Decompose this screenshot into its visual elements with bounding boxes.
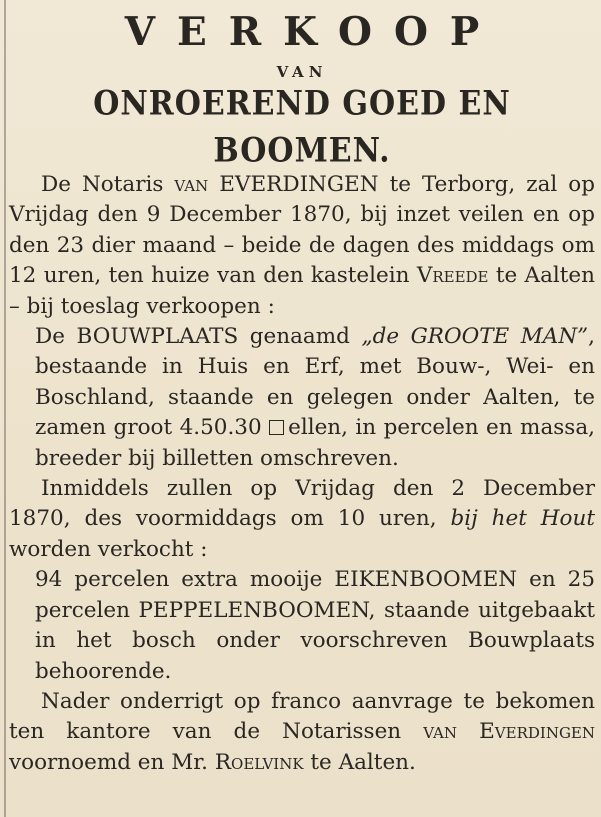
notary-van: van — [174, 172, 209, 197]
headline-verkoop: VERKOOP — [124, 9, 502, 55]
headline-onroerend-goed: ONROEREND GOED EN BOOMEN. — [93, 84, 511, 171]
info-text-1: Nader onderrigt op franco aanvrage te bekomen ten kantore van de Notarissen — [9, 688, 595, 745]
column-rule — [4, 0, 6, 817]
notary-text-3: te Aalten – bij toeslag verkoopen : — [9, 263, 595, 319]
meanwhile-location: bij het Hout — [450, 506, 595, 532]
headline-van: VAN — [276, 63, 328, 81]
paragraph-meanwhile — [9, 474, 595, 565]
property-text-1: De BOUWPLAATS genaamd — [35, 324, 362, 350]
paragraph-notary — [9, 170, 595, 322]
paragraph-property — [35, 322, 595, 474]
notary-text-1: De Notaris — [41, 172, 175, 197]
info-text-2: voornoemd en Mr. — [9, 749, 215, 775]
property-block — [9, 322, 595, 474]
notary-text-2: EVERDINGEN te Terborg, zal op Vrijdag den 9 December 1870, bij inzet veilen en op den 23 dier maand – beide de dagen des middags om 12 uren, ten huize van den kastelein — [9, 172, 595, 289]
trees-block — [9, 565, 595, 687]
meanwhile-text-2: worden verkocht : — [9, 536, 208, 562]
paragraph-info — [9, 687, 595, 778]
property-text-3: ellen, in percelen en massa, breeder bij billetten omschreven. — [35, 415, 595, 471]
innkeeper-name: Vreede — [416, 263, 489, 289]
roelvink-name: Roelvink — [214, 749, 304, 775]
meanwhile-text-1: Inmiddels zullen op Vrijdag den 2 December 1870, des voormiddags om 10 uren, — [9, 476, 595, 532]
square-measure-icon — [269, 420, 284, 435]
property-text-2: , bestaande in Huis en Erf, met Bouw-, Wei- en Boschland, staande en gelegen onder Aalten, te zamen groot 4.50.30 — [35, 324, 595, 441]
notaries-name: van Everdingen — [423, 719, 595, 745]
advertisement — [9, 6, 595, 817]
property-name: „de GROOTE MAN” — [361, 324, 589, 350]
info-text-3: te Aalten. — [303, 749, 416, 775]
paragraph-trees: 94 percelen extra mooije EIKENBOOMEN en 25 percelen PEPPELENBOOMEN, staande uitgebaakt in het bosch onder voorschreven Bouwplaats behoorende. — [35, 567, 595, 684]
